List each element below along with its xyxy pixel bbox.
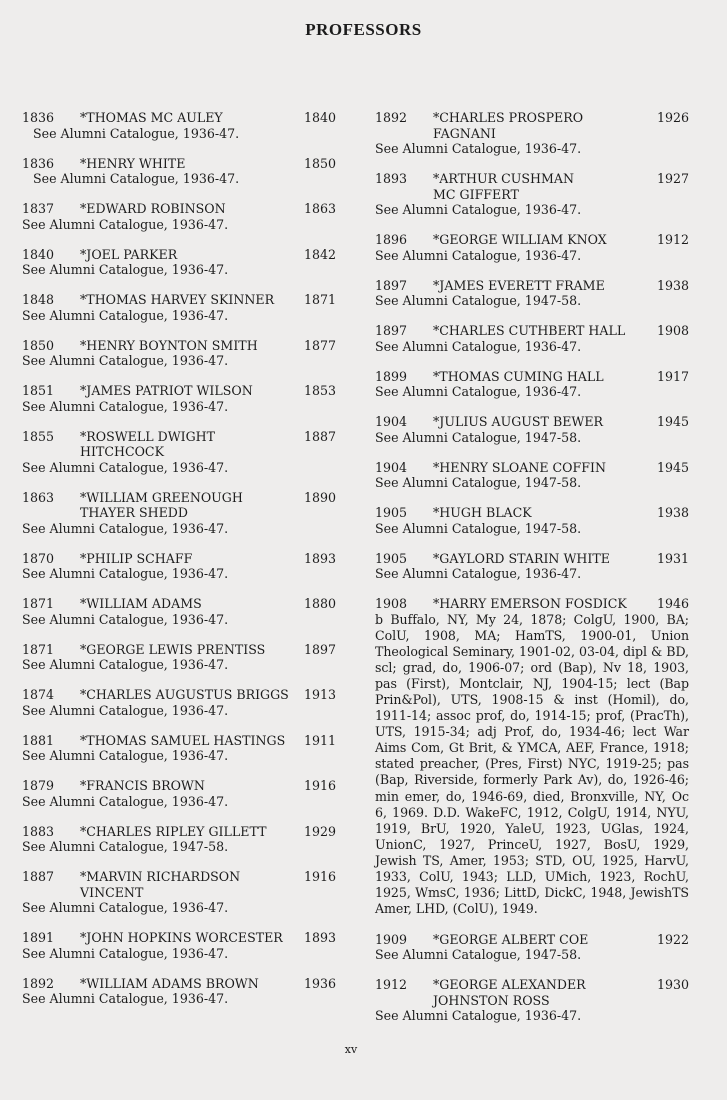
catalogue-reference: See Alumni Catalogue, 1936-47. xyxy=(22,748,229,763)
catalogue-reference: See Alumni Catalogue, 1936-47. xyxy=(22,353,229,368)
professor-entry xyxy=(375,323,689,354)
professor-name: *HUGH BLACK xyxy=(433,505,532,520)
professor-name: *CHARLES CUTHBERT HALL xyxy=(433,323,626,338)
professor-entry xyxy=(22,824,336,855)
start-year: 1840 xyxy=(22,246,55,262)
end-year: 1877 xyxy=(303,337,336,353)
catalogue-reference: See Alumni Catalogue, 1947-58. xyxy=(375,429,582,445)
catalogue-reference: See Alumni Catalogue, 1936-47. xyxy=(22,398,229,414)
end-year: 1897 xyxy=(303,641,336,657)
catalogue-reference: See Alumni Catalogue, 1936-47. xyxy=(22,657,229,672)
professor-entry xyxy=(375,596,689,917)
catalogue-reference: See Alumni Catalogue, 1936-47. xyxy=(22,520,229,536)
professor-name: *JOHN HOPKINS WORCESTER xyxy=(80,930,283,945)
professor-name: *GAYLORD STARIN WHITE xyxy=(433,550,610,566)
professor-entry xyxy=(22,201,336,232)
catalogue-reference: See Alumni Catalogue, 1936-47. xyxy=(22,991,229,1006)
professor-entry xyxy=(375,977,689,1024)
end-year: 1842 xyxy=(303,246,336,262)
catalogue-reference: See Alumni Catalogue, 1936-47. xyxy=(22,793,229,809)
left-column xyxy=(22,110,336,1021)
catalogue-reference: See Alumni Catalogue, 1947-58. xyxy=(375,475,582,490)
start-year: 1883 xyxy=(22,823,55,839)
start-year: 1887 xyxy=(22,869,55,884)
start-year: 1863 xyxy=(22,489,55,505)
catalogue-reference: See Alumni Catalogue, 1947-58. xyxy=(22,839,229,854)
start-year: 1836 xyxy=(22,110,55,125)
professor-entry xyxy=(22,490,336,537)
professor-entry xyxy=(22,338,336,369)
start-year: 1904 xyxy=(375,459,408,475)
professor-entry xyxy=(22,976,336,1007)
catalogue-reference: See Alumni Catalogue, 1936-47. xyxy=(375,202,582,217)
professor-entry xyxy=(22,247,336,278)
professor-name: *THOMAS HARVEY SKINNER xyxy=(80,292,275,307)
professor-entry xyxy=(375,278,689,309)
catalogue-reference: See Alumni Catalogue, 1936-47. xyxy=(22,262,229,277)
professor-entry xyxy=(22,110,336,141)
professor-name: *WILLIAM ADAMS BROWN xyxy=(80,975,259,991)
professor-name: *GEORGE WILLIAM KNOX xyxy=(433,232,607,247)
end-year: 1908 xyxy=(656,323,689,338)
professor-name: *ROSWELL DWIGHT HITCHCOCK xyxy=(80,428,216,459)
catalogue-reference: See Alumni Catalogue, 1936-47. xyxy=(22,216,229,232)
catalogue-reference: See Alumni Catalogue, 1947-58. xyxy=(375,293,582,308)
professor-entry xyxy=(22,930,336,961)
catalogue-reference: See Alumni Catalogue, 1947-58. xyxy=(375,947,582,963)
end-year: 1922 xyxy=(656,931,689,947)
catalogue-reference: See Alumni Catalogue, 1936-47. xyxy=(22,900,229,915)
catalogue-reference: See Alumni Catalogue, 1936-47. xyxy=(375,338,582,354)
catalogue-reference: See Alumni Catalogue, 1936-47. xyxy=(22,945,229,961)
end-year: 1871 xyxy=(303,292,336,307)
professor-name: *GEORGE ALBERT COE xyxy=(433,931,589,947)
start-year: 1912 xyxy=(375,977,408,993)
professor-entry xyxy=(22,551,336,582)
end-year: 1946 xyxy=(656,596,689,611)
professor-entry xyxy=(375,414,689,445)
start-year: 1904 xyxy=(375,414,408,429)
end-year: 1917 xyxy=(656,368,689,384)
start-year: 1905 xyxy=(375,550,408,566)
professor-entry xyxy=(22,596,336,627)
professor-name: *JOEL PARKER xyxy=(80,246,178,262)
professor-entry xyxy=(375,460,689,491)
professor-name: *HENRY SLOANE COFFIN xyxy=(433,459,606,475)
start-year: 1851 xyxy=(22,383,55,398)
end-year: 1912 xyxy=(656,232,689,247)
catalogue-reference: See Alumni Catalogue, 1936-47. xyxy=(22,307,229,323)
professor-entry xyxy=(22,733,336,764)
catalogue-reference: See Alumni Catalogue, 1936-47. xyxy=(33,171,240,186)
professor-entry xyxy=(22,156,336,187)
end-year: 1893 xyxy=(303,930,336,945)
catalogue-reference: See Alumni Catalogue, 1936-47. xyxy=(375,384,582,399)
professor-entry xyxy=(22,292,336,323)
professor-name: *CHARLES AUGUSTUS BRIGGS xyxy=(80,687,289,702)
end-year: 1929 xyxy=(303,823,336,839)
professor-entry xyxy=(375,369,689,400)
professor-name: *JAMES EVERETT FRAME xyxy=(433,277,605,293)
end-year: 1945 xyxy=(656,459,689,475)
professor-name: *WILLIAM GREENOUGH THAYER SHEDD xyxy=(80,489,243,520)
start-year: 1891 xyxy=(22,930,55,945)
professor-name: *HENRY WHITE xyxy=(80,155,186,171)
end-year: 1945 xyxy=(656,414,689,429)
professor-name: *JAMES PATRIOT WILSON xyxy=(80,383,253,398)
start-year: 1871 xyxy=(22,641,55,657)
catalogue-reference: See Alumni Catalogue, 1936-47. xyxy=(22,702,229,718)
catalogue-reference: See Alumni Catalogue, 1936-47. xyxy=(22,459,229,475)
start-year: 1855 xyxy=(22,428,55,444)
professor-entry xyxy=(375,232,689,263)
start-year: 1836 xyxy=(22,155,55,171)
start-year: 1850 xyxy=(22,337,55,353)
catalogue-reference: See Alumni Catalogue, 1936-47. xyxy=(22,566,229,581)
start-year: 1905 xyxy=(375,505,408,520)
professor-entry xyxy=(375,932,689,963)
professor-name: *PHILIP SCHAFF xyxy=(80,550,193,566)
end-year: 1893 xyxy=(303,550,336,566)
end-year: 1938 xyxy=(656,277,689,293)
professor-name: *EDWARD ROBINSON xyxy=(80,201,226,216)
end-year: 1913 xyxy=(303,687,336,702)
professor-entry xyxy=(375,110,689,157)
end-year: 1916 xyxy=(303,778,336,793)
right-column xyxy=(375,110,689,1038)
professor-name: *JULIUS AUGUST BEWER xyxy=(433,414,604,429)
professor-entry xyxy=(22,687,336,718)
end-year: 1930 xyxy=(656,977,689,993)
professor-entry xyxy=(22,642,336,673)
catalogue-reference: See Alumni Catalogue, 1936-47. xyxy=(375,566,582,581)
professor-name: *HENRY BOYNTON SMITH xyxy=(80,337,258,353)
professor-name: *GEORGE ALEXANDER JOHNSTON ROSS xyxy=(433,977,586,1008)
end-year: 1887 xyxy=(303,428,336,444)
professor-entry xyxy=(22,869,336,916)
start-year: 1871 xyxy=(22,596,55,611)
end-year: 1863 xyxy=(303,201,336,216)
end-year: 1938 xyxy=(656,505,689,520)
end-year: 1916 xyxy=(303,869,336,884)
end-year: 1890 xyxy=(303,489,336,505)
professor-name: *GEORGE LEWIS PRENTISS xyxy=(80,641,266,657)
end-year: 1927 xyxy=(656,171,689,186)
professor-entry xyxy=(375,171,689,218)
catalogue-reference: See Alumni Catalogue, 1936-47. xyxy=(375,141,582,156)
professor-name: *HARRY EMERSON FOSDICK xyxy=(433,596,627,611)
catalogue-reference: See Alumni Catalogue, 1936-47. xyxy=(375,247,582,263)
start-year: 1874 xyxy=(22,687,55,702)
start-year: 1897 xyxy=(375,277,408,293)
end-year: 1931 xyxy=(656,550,689,566)
start-year: 1909 xyxy=(375,931,408,947)
end-year: 1926 xyxy=(656,110,689,125)
start-year: 1837 xyxy=(22,201,55,216)
professor-name: *THOMAS SAMUEL HASTINGS xyxy=(80,732,286,748)
professor-entry xyxy=(22,778,336,809)
start-year: 1893 xyxy=(375,171,408,186)
end-year: 1853 xyxy=(303,383,336,398)
start-year: 1848 xyxy=(22,292,55,307)
start-year: 1908 xyxy=(375,596,408,611)
end-year: 1936 xyxy=(303,975,336,991)
professor-name: *THOMAS MC AULEY xyxy=(80,110,223,125)
start-year: 1892 xyxy=(375,110,408,125)
start-year: 1879 xyxy=(22,778,55,793)
catalogue-reference: See Alumni Catalogue, 1936-47. xyxy=(22,611,229,627)
professor-name: *FRANCIS BROWN xyxy=(80,778,205,793)
professor-name: *CHARLES PROSPERO FAGNANI xyxy=(433,110,584,141)
start-year: 1881 xyxy=(22,732,55,748)
end-year: 1840 xyxy=(303,110,336,125)
catalogue-reference: See Alumni Catalogue, 1936-47. xyxy=(375,1008,582,1024)
page-number: xv xyxy=(344,1043,358,1056)
end-year: 1850 xyxy=(303,155,336,171)
professor-name: *THOMAS CUMING HALL xyxy=(433,368,604,384)
professor-name: *WILLIAM ADAMS xyxy=(80,596,202,611)
professor-entry xyxy=(22,429,336,476)
catalogue-reference: See Alumni Catalogue, 1936-47. xyxy=(33,125,240,141)
end-year: 1880 xyxy=(303,596,336,611)
start-year: 1897 xyxy=(375,323,408,338)
start-year: 1899 xyxy=(375,368,408,384)
catalogue-reference: See Alumni Catalogue, 1947-58. xyxy=(375,520,582,536)
start-year: 1892 xyxy=(22,975,55,991)
start-year: 1896 xyxy=(375,232,408,247)
biography-text: b Buffalo, NY, My 24, 1878; ColgU, 1900, BA; ColU, 1908, MA; HamTS, 1900-01, Union Theological Seminary, 1901-02, 03-04, dipl & BD, scl; grad, do, 1906-07; ord (Bap), Nv 18, 1903, pas (First), Montclair, NJ, 1904-15; lect (Bap Prin&Pol), UTS, 1908-15 & inst (Homil), do, 1911-14; assoc prof, do, 1914-15; prof, (PracTh), UTS, 1915-34; adj Prof, do, 1934-46; lect War Aims Com, Gt Brit, & YMCA, AEF, France, 1918; stated preacher, (Pres, First) NYC, 1919-25; pas (Bap, Riverside, formerly Park Av), do, 1926-46; min emer, do, 1946-69, died, Bronxville, NY, Oc 6, 1969. D.D. WakeFC, 1912, ColgU, 1914, NYU, 1919, BrU, 1920, YaleU, 1923, UGlas, 1924, UnionC, 1927, PrinceU, 1927, BosU, 1929, Jewish TS, Amer, 1953; STD, OU, 1925, HarvU, 1933, ColU, 1943; LLD, UMich, 1923, RochU, 1925, WmsC, 1936; LittD, DickC, 1948, JewishTS Amer, LHD, (ColU), 1949. xyxy=(375,611,689,917)
end-year: 1911 xyxy=(303,732,336,748)
professor-name: *CHARLES RIPLEY GILLETT xyxy=(80,823,267,839)
professor-entry xyxy=(375,551,689,582)
professor-name: *ARTHUR CUSHMAN MC GIFFERT xyxy=(433,171,575,202)
professor-name: *MARVIN RICHARDSON VINCENT xyxy=(80,869,241,900)
professor-entry xyxy=(22,383,336,414)
professor-entry xyxy=(375,505,689,536)
start-year: 1870 xyxy=(22,550,55,566)
page-title: PROFESSORS xyxy=(305,20,422,39)
